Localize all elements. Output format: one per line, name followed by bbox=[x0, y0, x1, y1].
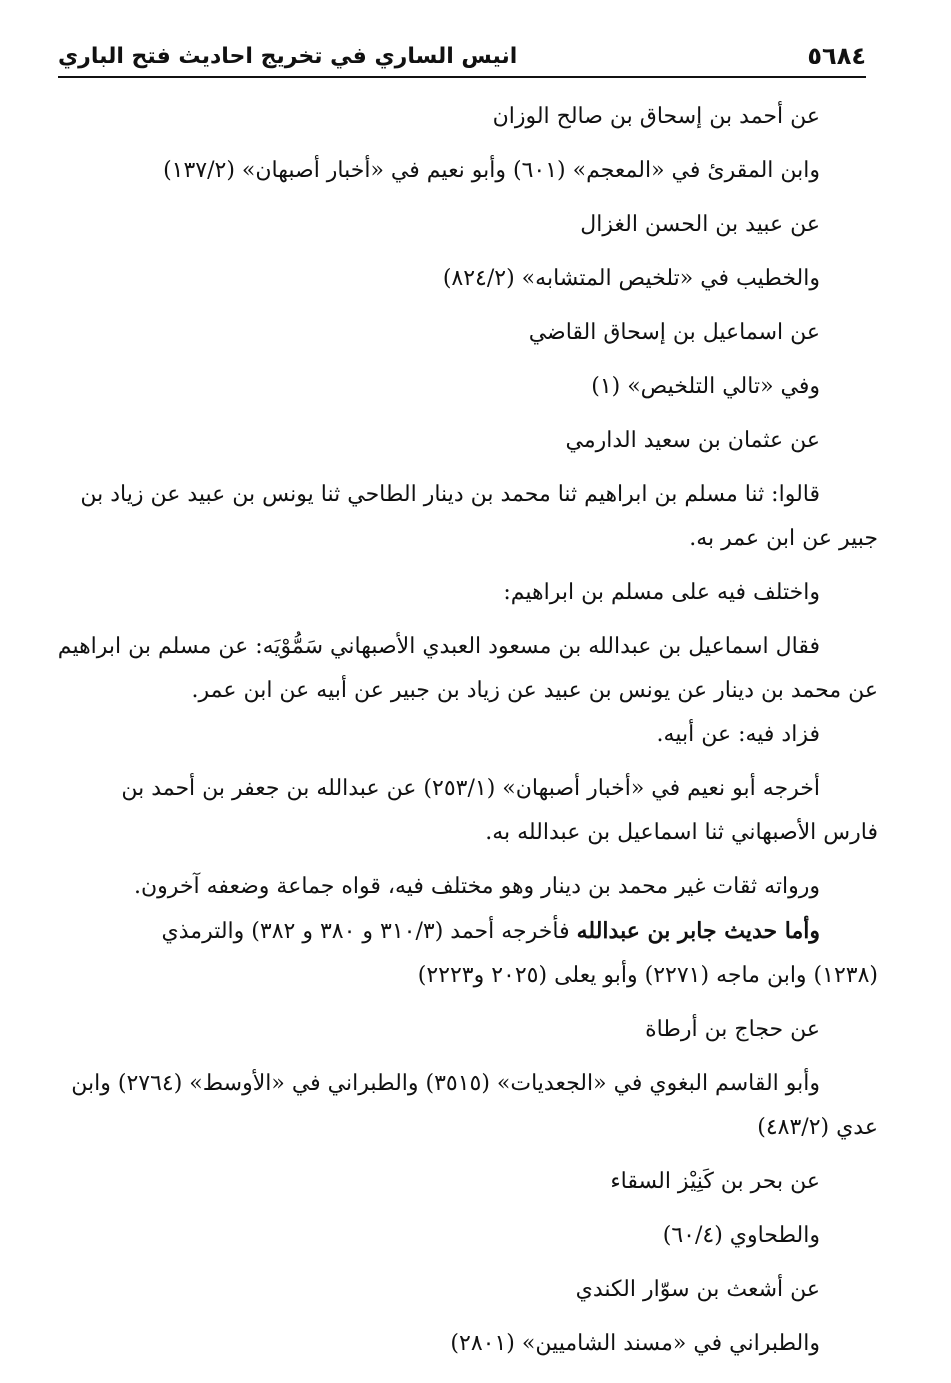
text-line: أخرجه أبو نعيم في «أخبار أصبهان» (٢٥٣/١) عن عبدالله بن جعفر بن أحمد بن bbox=[121, 776, 820, 801]
text-line bbox=[68, 909, 878, 954]
header-divider bbox=[58, 76, 866, 78]
paragraph bbox=[57, 625, 878, 713]
text-line: عن عثمان بن سعيد الدارمي bbox=[565, 428, 820, 453]
page-body bbox=[57, 95, 878, 1366]
running-title: انيس الساري في تخريج احاديث فتح الباري bbox=[58, 44, 518, 69]
text-line: وابن المقرئ في «المعجم» (٦٠١) وأبو نعيم في «أخبار أصبهان» (١٣٧/٢) bbox=[163, 158, 820, 183]
text-line: عن اسماعيل بن إسحاق القاضي bbox=[528, 320, 820, 345]
text-line: وفي «تالي التلخيص» (١) bbox=[591, 374, 820, 399]
text-line: قالوا: ثنا مسلم بن ابراهيم ثنا محمد بن دينار الطاحي ثنا يونس بن عبيد عن زياد بن bbox=[80, 482, 820, 507]
page-header bbox=[58, 40, 866, 72]
page-number: ٥٦٨٤ bbox=[807, 42, 866, 70]
text-line: جبير عن ابن عمر به. bbox=[689, 526, 878, 551]
text-line: فارس الأصبهاني ثنا اسماعيل بن عبدالله به. bbox=[485, 820, 878, 845]
text-run: فأخرجه أحمد (٣١٠/٣ و ٣٨٠ و ٣٨٢) والترمذي bbox=[161, 919, 570, 944]
text-line: عن عبيد بن الحسن الغزال bbox=[580, 212, 820, 237]
text-line: عدي (٤٨٣/٢) bbox=[757, 1115, 878, 1140]
text-line: عن بحر بن كَنِيْز السقاء bbox=[610, 1169, 820, 1194]
text-line: ورواته ثقات غير محمد بن دينار وهو مختلف فيه، قواه جماعة وضعفه آخرون. bbox=[133, 874, 820, 899]
text-line: عن أشعث بن سوّار الكندي bbox=[575, 1277, 820, 1302]
paragraph bbox=[68, 767, 878, 855]
text-line: والطحاوي (٦٠/٤) bbox=[662, 1223, 820, 1248]
text-line: والخطيب في «تلخيص المتشابه» (٨٢٤/٢) bbox=[442, 266, 820, 291]
text-line: عن محمد بن دينار عن يونس بن عبيد عن زياد بن جبير عن أبيه عن ابن عمر. bbox=[191, 678, 878, 703]
text-line: فقال اسماعيل بن عبدالله بن مسعود العبدي الأصبهاني سَمُّوْيَه: عن مسلم بن ابراهيم bbox=[57, 634, 820, 659]
text-line: وأبو القاسم البغوي في «الجعديات» (٣٥١٥) والطبراني في «الأوسط» (٢٧٦٤) وابن bbox=[71, 1071, 820, 1096]
paragraph bbox=[68, 473, 878, 561]
text-line: والطبراني في «مسند الشاميين» (٢٨٠١) bbox=[450, 1331, 820, 1356]
text-line: (١٢٣٨) وابن ماجه (٢٢٧١) وأبو يعلى (٢٠٢٥ و٢٢٢٣) bbox=[417, 963, 878, 988]
paragraph bbox=[68, 909, 878, 998]
text-line: واختلف فيه على مسلم بن ابراهيم: bbox=[503, 580, 820, 605]
paragraph bbox=[68, 1062, 878, 1150]
bold-heading: وأما حديث جابر بن عبدالله bbox=[576, 918, 820, 944]
text-line: عن حجاج بن أرطاة bbox=[645, 1017, 820, 1042]
text-line: فزاد فيه: عن أبيه. bbox=[656, 722, 820, 747]
text-line: عن أحمد بن إسحاق بن صالح الوزان bbox=[492, 104, 820, 129]
